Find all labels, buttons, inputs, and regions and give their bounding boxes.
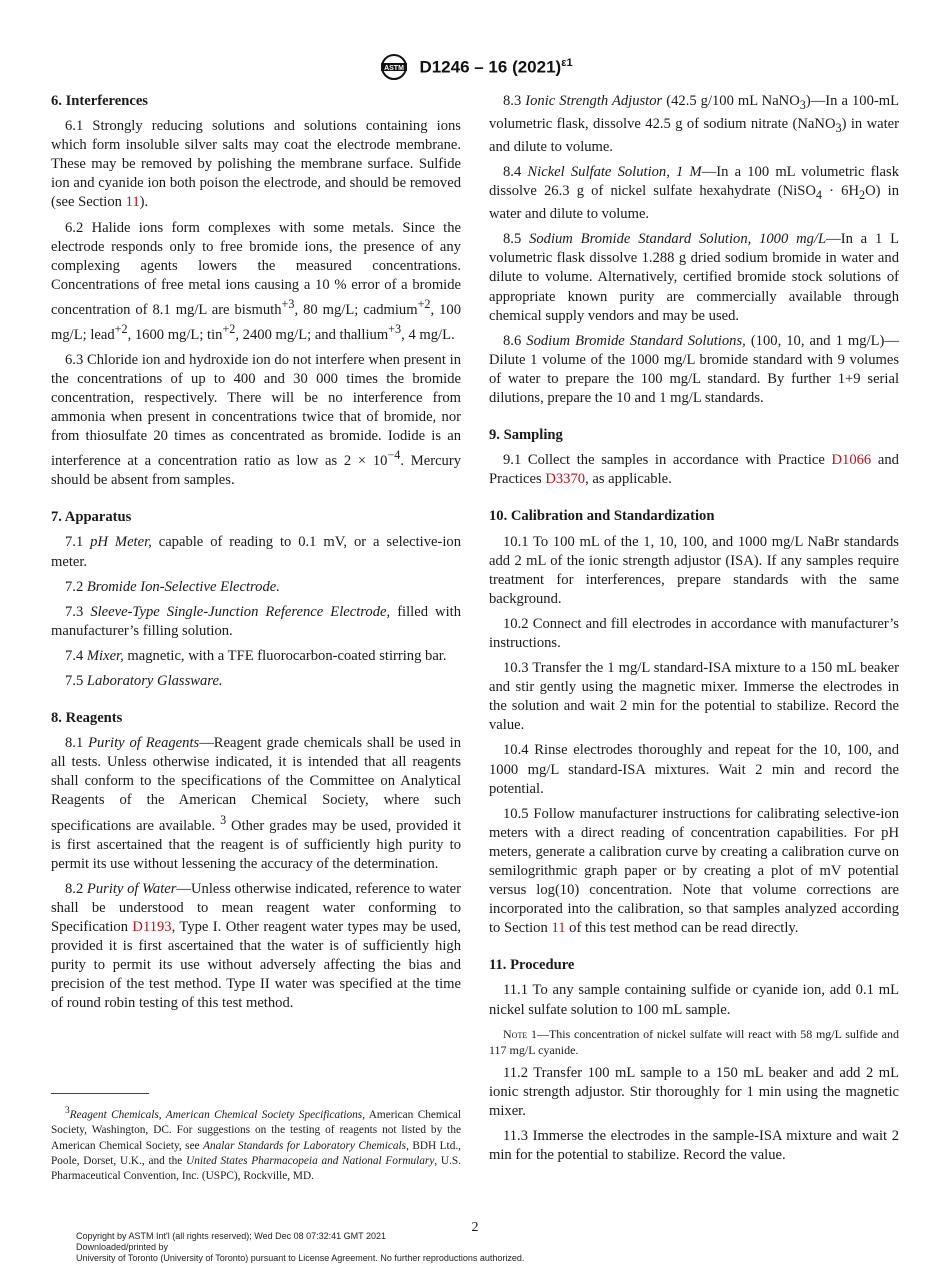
para-10-2: 10.2 Connect and fill electrodes in accordance with manufacturer’s instructions.: [489, 615, 899, 651]
page-header: [0, 52, 950, 82]
para-6-3: 6.3 Chloride ion and hydroxide ion do not interfere when present in the concentrations of up to 400 and 30 000 times the bromide concentration, respectively. There will be no interference from ammonia when present in concentrations twice that of bromide, nor from thiosulfate 20 times as concentrated as bromide. Iodide is an interference at a concentration ratio as low as $2 \times 10^{-4}$. Mercury should be absent from samples.: [51, 351, 461, 489]
para-11-3: 11.3 Immerse the electrodes in the sample-ISA mixture and wait 2 min for the potential to stabilize. Record the value.: [489, 1127, 899, 1164]
svg-text:ASTM: ASTM: [384, 65, 405, 72]
section-10-title: 10. Calibration and Standardization: [489, 508, 715, 525]
para-7-4: 7.4 Mixer, magnetic, with a TFE fluorocarbon-coated stirring bar.: [65, 647, 447, 664]
para-10-3: 10.3 Transfer the 1 mg/L standard-ISA mixture to a 150 mL beaker and stir gently using the magnetic mixer. Immerse the electrodes in the solution and wait 2 min for the potential to stabilize. Record the value.: [489, 660, 899, 734]
section-11-link[interactable]: 11: [125, 194, 140, 211]
copyright-line-2: Downloaded/printed by: [76, 1242, 169, 1252]
footnote-divider: [51, 1093, 149, 1094]
astm-logo-icon: [377, 52, 411, 82]
footnote-3: $^3$Reagent Chemicals, American Chemical Society Specifications, American Chemical Society, Washington, DC. For suggestions on the testing of reagents not listed by the American Chemical Society, see Analar Standards for Laboratory Chemicals, BDH Ltd., Poole, Dorset, U.K., and the United States Pharmacopeia and National Formulary, U.S. Pharmaceutical Convention, Inc. (USPC), Rockville, MD.: [51, 1106, 461, 1183]
d3370-link[interactable]: D3370: [545, 471, 586, 488]
section-11-title: 11. Procedure: [489, 957, 575, 974]
para-10-5: 10.5 Follow manufacturer instructions for calibrating selective-ion meters with a direct reading of concentration capabilities. For pH meters, generate a calibration curve by creating a calibration curve on semilogrithmic graph paper or by creating a plot of mV potential versus log(10) concentration. Note that volume corrections are incorporated into the calibration, so that samples analyzed according to Section 11 of this test method can be read directly.: [489, 805, 899, 937]
d1193-link[interactable]: D1193: [132, 918, 172, 935]
para-7-3: 7.3 Sleeve-Type Single-Junction Reference Electrode, filled with manufacturer’s filling solution.: [51, 603, 461, 639]
note-1: Note 1—This concentration of nickel sulfate will react with 58 mg/L sulfide and 117 mg/L cyanide.: [489, 1026, 899, 1057]
para-6-2: 6.2 Halide ions form complexes with some metals. Since the electrode responds only to free bromide ions, the presence of any complexing agents lowers the measured concentrations. Concentrations of free metal ions causing a 10 % error of a bromide concentration of 8.1 mg/L are bismuth$^{+3}$, 80 mg/L; cadmium$^{+2}$, 100 mg/L; lead$^{+2}$, 1600 mg/L; tin$^{+2}$, 2400 mg/L; and thallium$^{+3}$, 4 mg/L.: [51, 219, 461, 343]
left-column: [51, 92, 461, 1019]
section-7-title: 7. Apparatus: [51, 509, 132, 526]
section-8-title: 8. Reagents: [51, 710, 123, 727]
para-11-1: 11.1 To any sample containing sulfide or cyanide ion, add 0.1 mL nickel sulfate solution to 100 mL sample.: [489, 982, 899, 1018]
para-7-5: 7.5 Laboratory Glassware.: [65, 673, 223, 690]
para-10-4: 10.4 Rinse electrodes thoroughly and repeat for the 10, 100, and 1000 mg/L standard-ISA mixtures. Wait 2 min and record the potential.: [489, 742, 899, 797]
para-8-4: 8.4 Nickel Sulfate Solution, 1 M—In a 100 mL volumetric flask dissolve 26.3 g of nickel sulfate hexahydrate (NiSO$_4$ · $6H_2O$) in water and dilute to volume.: [489, 164, 900, 223]
para-8-1: 8.1 Purity of Reagents—Reagent grade chemicals shall be used in all tests. Unless otherwise indicated, it is intended that all reagents shall conform to the specifications of the Committee on Analytical Reagents of the American Chemical Society, where such specifications are available. $^3$ Other grades may be used, provided it is first ascertained that the reagent is of sufficiently high purity to permit its use without lessening the accuracy of the determination.: [51, 735, 462, 872]
para-10-1: 10.1 To 100 mL of the 1, 10, 100, and 1000 mg/L NaBr standards add 2 mL of the ionic strength adjustor (ISA). If any samples require treatment for interferences, prepare standards with the same background.: [489, 533, 899, 607]
para-9-1: 9.1 Collect the samples in accordance with Practice D1066 and Practices D3370, as applicable.: [489, 452, 899, 488]
para-8-5: 8.5 Sodium Bromide Standard Solution, 1000 mg/L—In a 1 L volumetric flask dissolve 1.288 g dried sodium bromide in water and dilute to volume. Alternatively, certified bromide stock solutions of appropriate known purity are commercially available through chemical supply vendors and may be used.: [489, 231, 899, 324]
para-7-2: 7.2 Bromide Ion-Selective Electrode.: [65, 578, 280, 595]
copyright-line-1: Copyright by ASTM Int'l (all rights reserved); Wed Dec 08 07:32:41 GMT 2021: [76, 1231, 387, 1241]
section-6-title: 6. Interferences: [51, 93, 148, 109]
para-11-2: 11.2 Transfer 100 mL sample to a 150 mL beaker and add 2 mL ionic strength adjustor. Stir thoroughly for 1 min using the magnetic mixer.: [489, 1064, 899, 1119]
d1066-link[interactable]: D1066: [831, 452, 872, 469]
section-9-title: 9. Sampling: [489, 427, 563, 444]
para-8-2: 8.2 Purity of Water—Unless otherwise indicated, reference to water shall be understood to mean reagent water conforming to Specification D1193, Type I. Other reagent water types may be used, provided it is first ascertained that the water is of sufficiently high purity to permit its use without adversely affecting the bias and precision of the test method. Type II water was specified at the time of round robin testing of this test method.: [51, 880, 461, 1012]
para-8-6: 8.6 Sodium Bromide Standard Solutions, (100, 10, and 1 mg/L)—Dilute 1 volume of the 1000 mg/L bromide standard with 9 volumes of water to prepare the 100 mg/L standard. By further 1+9 serial dilutions, prepare the 10 and 1 mg/L standards.: [489, 332, 899, 407]
para-8-3: 8.3 Ionic Strength Adjustor (42.5 g/100 mL NaNO$_3$)—In a 100-mL volumetric flask, dissolve 42.5 g of sodium nitrate (NaNO$_3$) in water and dilute to volume.: [489, 93, 899, 155]
section-11-link-2[interactable]: 11: [551, 920, 566, 937]
copyright-line-3: University of Toronto (University of Toronto) pursuant to License Agreement. No further reproductions authorized.: [76, 1253, 525, 1263]
para-6-1: 6.1 Strongly reducing solutions and solutions containing ions which form insoluble silver salts may coat the electrode membrane. These may be removed by polishing the membrane surface. Sulfide ion and cyanide ion both poison the electrode, and should be removed (see Section 11).: [51, 118, 461, 211]
designation: D1246 – 16 $(2021)^{\varepsilon 1}$: [419, 56, 573, 77]
page-number: 2: [471, 1220, 479, 1235]
right-column: [489, 92, 899, 1171]
para-7-1: 7.1 pH Meter, capable of reading to 0.1 mV, or a selective-ion meter.: [51, 534, 461, 570]
copyright-notice: [76, 1231, 524, 1264]
